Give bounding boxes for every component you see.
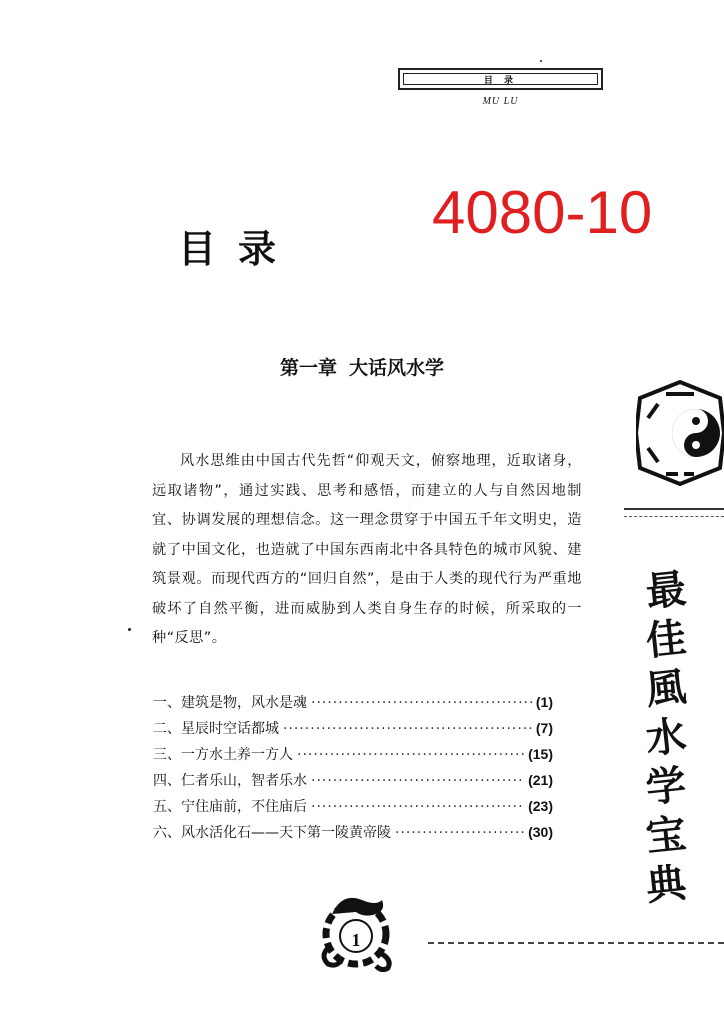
toc-entry[interactable] bbox=[153, 744, 553, 770]
toc-leader-dots bbox=[311, 773, 524, 789]
vertical-title-char: 典 bbox=[643, 859, 689, 910]
side-divider-dashed bbox=[624, 516, 724, 517]
vertical-title-char: 佳 bbox=[643, 614, 689, 665]
toc-entry-page: (15) bbox=[528, 746, 553, 762]
section-header-pinyin: MU LU bbox=[482, 96, 519, 107]
toc-entry-label: 五、宁住庙前，不住庙后 bbox=[153, 799, 307, 815]
catalog-number-stamp: 4080-10 bbox=[432, 179, 653, 246]
toc-entry-label: 四、仁者乐山，智者乐水 bbox=[153, 773, 307, 789]
toc-entry[interactable] bbox=[153, 796, 553, 822]
scan-speck bbox=[540, 60, 542, 62]
toc-leader-dots bbox=[395, 825, 524, 841]
scan-speck bbox=[128, 628, 131, 631]
toc-entry[interactable] bbox=[153, 692, 553, 718]
page-number: 1 bbox=[351, 930, 361, 950]
intro-paragraph: 风水思维由中国古代先哲“仰观天文，俯察地理，近取诸身，远取诸物”，通过实践、思考和感悟，而建立的人与自然因地制宜、协调发展的理想信念。这一理念贯穿于中国五千年文明史，造就了中国文化，也造就了中国东西南北中各具特色的城市风貌、建筑景观。而现代西方的“回归自然”，是由于人类的现代行为严重地破坏了自然平衡，进而威胁到人类自身生存的时候，所采取的一种“反思”。 bbox=[152, 453, 582, 646]
dragon-ornament-icon bbox=[312, 884, 400, 972]
toc-entry[interactable] bbox=[153, 770, 553, 796]
vertical-title-char: 学 bbox=[643, 761, 689, 812]
section-header-label: 目 录 bbox=[403, 73, 598, 85]
toc-leader-dots bbox=[311, 799, 524, 815]
section-header-box bbox=[398, 68, 603, 90]
bottom-dashed-rule bbox=[428, 942, 724, 944]
toc-entry[interactable] bbox=[153, 822, 553, 848]
toc-entry-page: (30) bbox=[528, 824, 553, 840]
vertical-title-char: 宝 bbox=[643, 810, 689, 861]
toc-entry-label: 六、风水活化石——天下第一陵黄帝陵 bbox=[153, 825, 391, 841]
vertical-book-title bbox=[636, 566, 696, 909]
chapter-number: 第一章 bbox=[279, 357, 337, 379]
toc-entry-label: 一、建筑是物，风水是魂 bbox=[153, 695, 307, 711]
toc-entry-page: (7) bbox=[535, 720, 553, 736]
side-divider bbox=[624, 508, 724, 510]
toc-entry-page: (21) bbox=[528, 772, 553, 788]
bagua-yinyang-icon bbox=[636, 378, 724, 488]
toc-leader-dots bbox=[283, 721, 532, 737]
toc-entry-label: 二、星辰时空话都城 bbox=[153, 721, 279, 737]
toc-leader-dots bbox=[311, 695, 532, 711]
toc-leader-dots bbox=[297, 747, 524, 763]
chapter-title: 大话风水学 bbox=[349, 357, 445, 379]
toc-entry-page: (23) bbox=[528, 798, 553, 814]
toc-entry-page: (1) bbox=[535, 694, 553, 710]
toc-entry[interactable] bbox=[153, 718, 553, 744]
page-title: 目录 bbox=[178, 227, 299, 271]
vertical-title-char: 最 bbox=[643, 565, 689, 616]
table-of-contents bbox=[153, 692, 553, 848]
toc-entry-label: 三、一方水土养一方人 bbox=[153, 747, 293, 763]
vertical-title-char: 風 bbox=[643, 663, 689, 714]
chapter-heading bbox=[0, 353, 724, 380]
vertical-title-char: 水 bbox=[643, 712, 689, 763]
